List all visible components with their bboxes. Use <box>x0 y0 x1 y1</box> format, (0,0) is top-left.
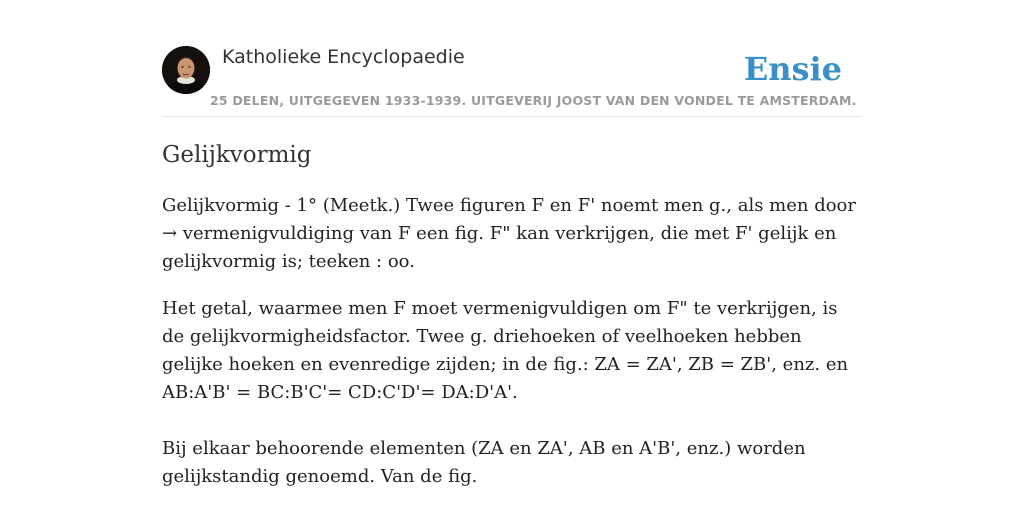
portrait-avatar-image <box>162 46 210 94</box>
site-header <box>162 46 862 117</box>
ensie-logo-link[interactable]: Ensie <box>743 50 842 88</box>
article-paragraph-1: Gelijkvormig - 1° (Meetk.) Twee figuren F en F' noemt men g., als men door → vermenigvuldiging van F een fig. F" kan verkrijgen, die met F' gelijk en gelijkvormig is; teeken : oo. <box>162 195 856 272</box>
portrait-avatar[interactable] <box>162 46 210 94</box>
publication-subtitle: 25 DELEN, UITGEGEVEN 1933-1939. UITGEVERIJ JOOST VAN DEN VONDEL TE AMSTERDAM. <box>210 93 857 108</box>
article-content <box>162 140 862 491</box>
site-title[interactable]: Katholieke Encyclopaedie <box>222 46 465 68</box>
article-paragraph-2: Het getal, waarmee men F moet vermenigvuldigen om F" te verkrijgen, is de gelijkvormigheidsfactor. Twee g. driehoeken of veelhoeken hebben gelijke hoeken en evenredige zijden; in de fig.: ZA = ZA', ZB = ZB', enz. en AB:A'B' = BC:B'C'= CD:C'D'= DA:D'A'. <box>162 298 849 403</box>
article-title: Gelijkvormig <box>162 142 312 168</box>
article-paragraph-3: Bij elkaar behoorende elementen (ZA en ZA', AB en A'B', enz.) worden gelijkstandig genoemd. Van de fig. <box>162 438 806 487</box>
